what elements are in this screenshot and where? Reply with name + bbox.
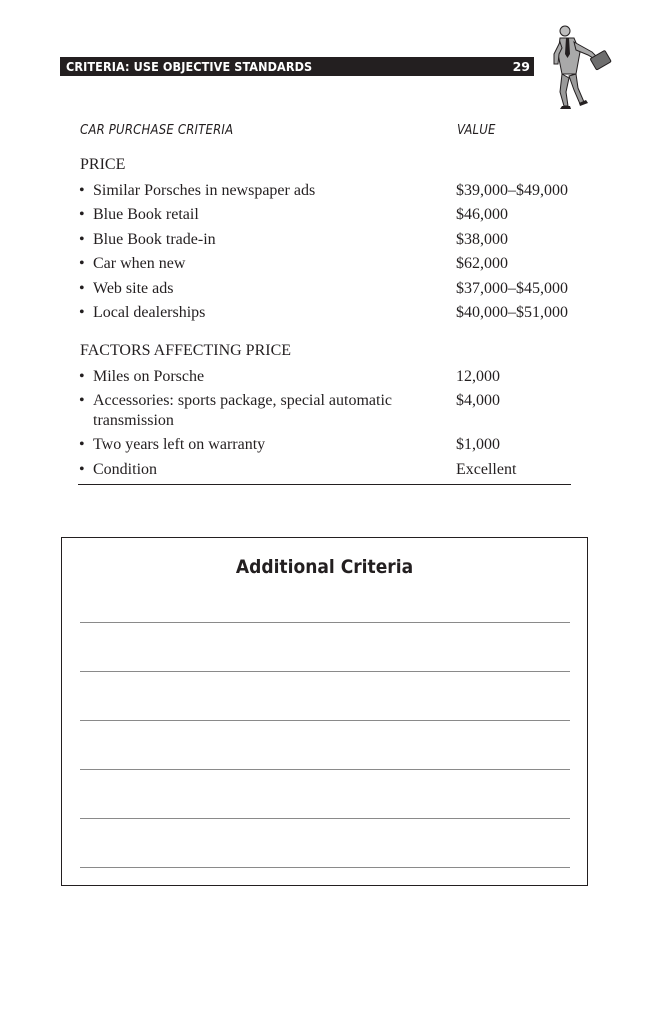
table-bottom-rule	[78, 484, 571, 485]
list-item: • Blue Book trade-in	[79, 231, 216, 248]
list-item-value: $4,000	[456, 392, 500, 409]
page-number: 29	[512, 59, 530, 74]
section-heading-factors: FACTORS AFFECTING PRICE	[80, 342, 292, 359]
list-item-value: $40,000–$51,000	[456, 304, 568, 321]
additional-criteria-box	[61, 537, 588, 886]
list-item-value: $37,000–$45,000	[456, 280, 568, 297]
list-item: • Web site ads	[79, 280, 174, 297]
list-item: • Car when new	[79, 255, 186, 272]
blank-write-line[interactable]	[80, 867, 570, 868]
list-item: • Accessories: sports package, special automatic transmission	[79, 392, 392, 429]
list-item-value: $39,000–$49,000	[456, 182, 568, 199]
list-item-value: Excellent	[456, 461, 517, 478]
column-header-criteria: CAR PURCHASE CRITERIA	[80, 123, 234, 138]
list-item: • Miles on Porsche	[79, 368, 205, 385]
businessman-with-briefcase-icon	[540, 20, 620, 112]
additional-criteria-title: Additional Criteria	[235, 556, 414, 578]
list-item-value: $46,000	[456, 206, 508, 223]
list-item: • Condition	[79, 461, 158, 478]
list-item-value: $38,000	[456, 231, 508, 248]
list-item-value: $1,000	[456, 436, 500, 453]
list-item-value: 12,000	[456, 368, 500, 385]
blank-write-line[interactable]	[80, 671, 570, 672]
blank-write-line[interactable]	[80, 818, 570, 819]
list-item-value: $62,000	[456, 255, 508, 272]
column-header-value: VALUE	[457, 123, 496, 138]
list-item: • Blue Book retail	[79, 206, 199, 223]
running-header-title: CRITERIA: USE OBJECTIVE STANDARDS	[66, 59, 313, 74]
list-item: • Local dealerships	[79, 304, 206, 321]
list-item: • Two years left on warranty	[79, 436, 266, 453]
blank-write-line[interactable]	[80, 720, 570, 721]
blank-write-line[interactable]	[80, 769, 570, 770]
section-heading-price: PRICE	[80, 156, 126, 173]
list-item: • Similar Porsches in newspaper ads	[79, 182, 316, 199]
blank-write-line[interactable]	[80, 622, 570, 623]
